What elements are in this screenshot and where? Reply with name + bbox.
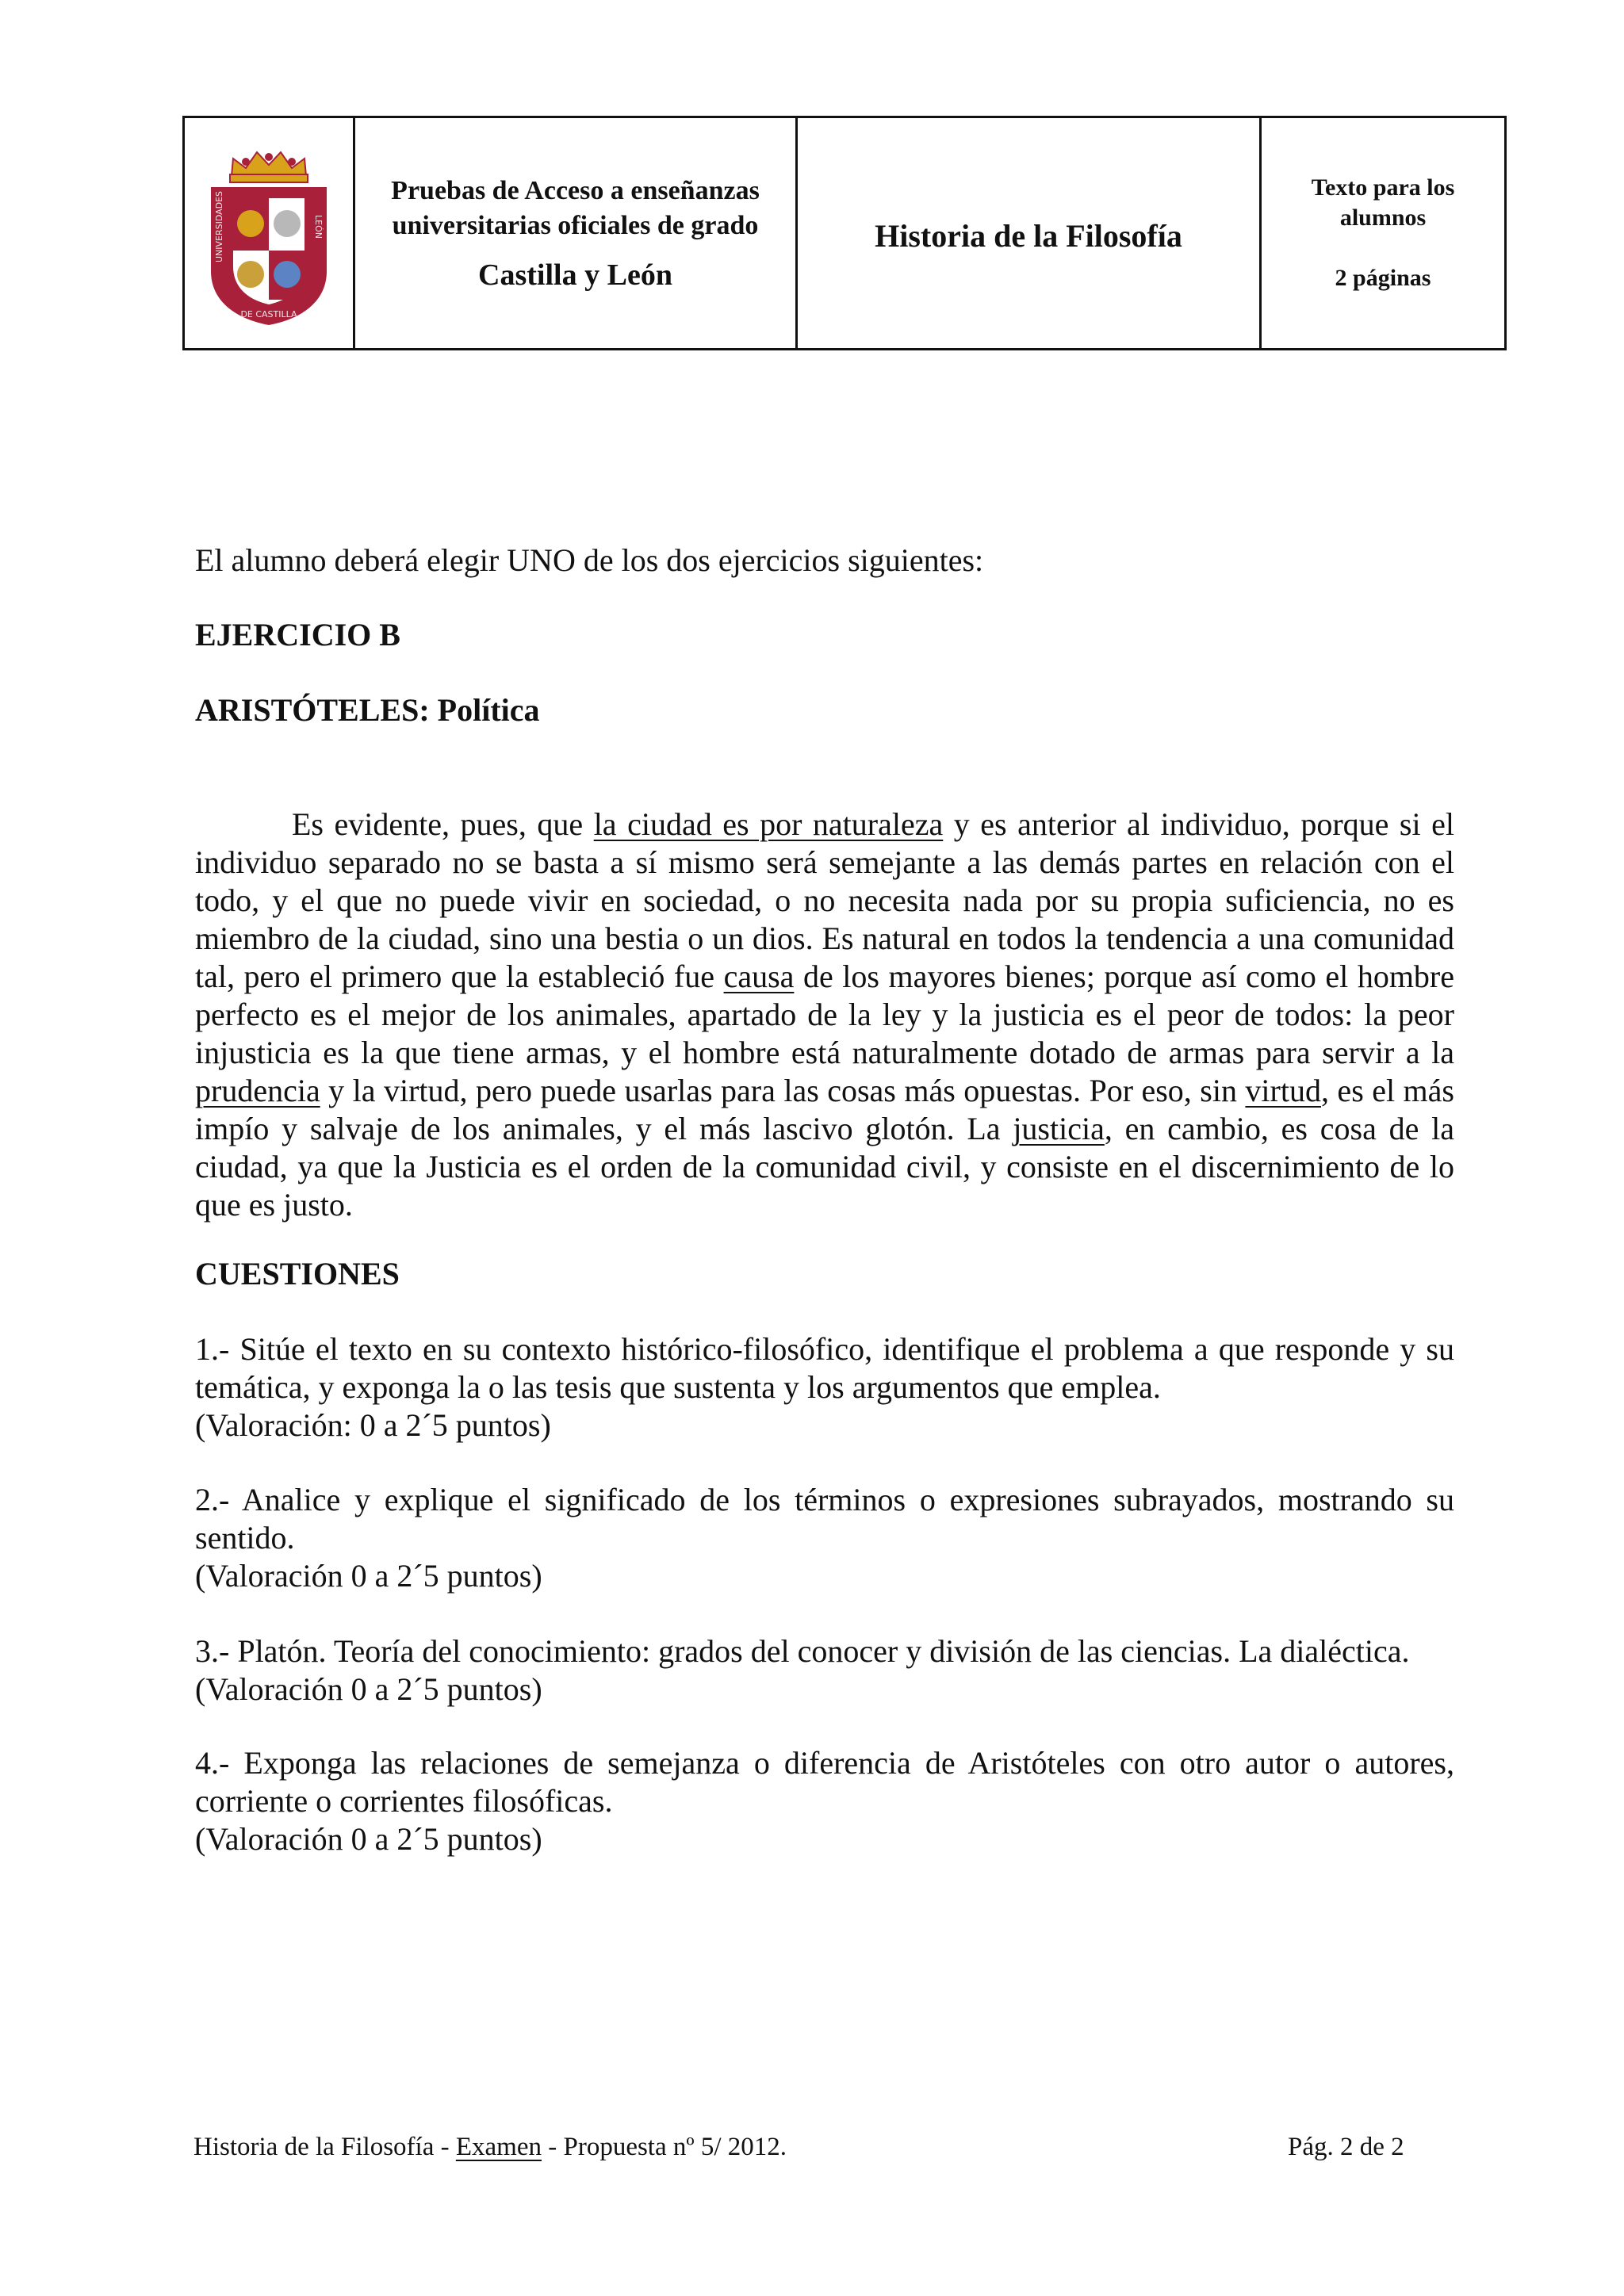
underlined-term-prudencia: prudencia: [195, 1073, 320, 1108]
question-score: (Valoración 0 a 2´5 puntos): [195, 1671, 542, 1707]
audience-cell: [1262, 118, 1504, 348]
text-segment: y la virtud, pero puede usarlas para las cosas más opuestas. Por eso, sin: [320, 1073, 1246, 1108]
audience-line-2: alumnos: [1339, 205, 1427, 231]
subject-title: Historia de la Filosofía: [875, 217, 1182, 254]
question-3: [195, 1632, 1454, 1709]
question-text: 4.- Exponga las relaciones de semejanza o diferencia de Aristóteles con otro autor o autores, corriente o corrientes filosóficas.: [195, 1745, 1454, 1819]
text-segment: y es anterior al individuo, porque si el individuo separado no se basta a sí mismo será semejante a las demás partes en relación con el todo, y el que no puede vivir en sociedad, o no necesita nada por su propia suficiencia, no es miembro de la ciudad, sino una bestia o un dios. Es natural en todos la tendencia a una comunidad tal, pero el primero que la estableció fue: [195, 806, 1454, 994]
text-segment: , en cambio, es cosa de la ciudad, ya que la Justicia es el orden de la comunidad civil, y consiste en el discernimiento de lo que es justo.: [195, 1111, 1454, 1223]
question-1: [195, 1330, 1454, 1445]
author-title: ARISTÓTELES: Política: [195, 692, 540, 728]
questions-title: CUESTIONES: [195, 1256, 400, 1292]
logo-cell: [185, 118, 355, 348]
page-count: 2 páginas: [1335, 265, 1431, 291]
underlined-term-ciudad: la ciudad es por naturaleza: [593, 806, 944, 842]
region-name: Castilla y León: [478, 258, 672, 292]
underlined-term-virtud: virtud: [1245, 1073, 1321, 1108]
question-score: (Valoración: 0 a 2´5 puntos): [195, 1407, 551, 1443]
text-segment: , es el más impío y salvaje de los animales, y el más lascivo glotón. La: [195, 1073, 1454, 1146]
question-score: (Valoración 0 a 2´5 puntos): [195, 1821, 542, 1857]
footer-text: Historia de la Filosofía -: [193, 2133, 456, 2161]
question-text: 1.- Sitúe el texto en su contexto histórico-filosófico, identifique el problema a que responde y su temática, y exponga la o las tesis que sustenta y los argumentos que emplea.: [195, 1331, 1454, 1405]
footer-text: - Propuesta nº 5/ 2012.: [541, 2133, 787, 2161]
question-text: 3.- Platón. Teoría del conocimiento: grados del conocer y división de las ciencias. La dialéctica.: [195, 1633, 1410, 1669]
exercise-title: EJERCICIO B: [195, 617, 400, 652]
audience-line-1: Texto para los: [1311, 174, 1455, 201]
footer-exam-word: Examen: [455, 2133, 542, 2161]
university-crest-logo: [201, 138, 336, 328]
svg-text:DE CASTILLA: DE CASTILLA: [240, 309, 297, 320]
footer-exam-reference: [193, 2133, 787, 2162]
intro-instruction: El alumno deberá elegir UNO de los dos ejercicios siguientes:: [195, 542, 984, 578]
svg-text:UNIVERSIDADES: UNIVERSIDADES: [214, 190, 224, 263]
subject-cell: [798, 118, 1262, 348]
svg-text:LEÓN: LEÓN: [313, 215, 324, 239]
crown-icon: [230, 152, 308, 182]
exam-line-2: universitarias oficiales de grado: [392, 211, 759, 240]
question-text: 2.- Analice y explique el significado de los términos o expresiones subrayados, mostrando su sentido.: [195, 1482, 1454, 1556]
underlined-term-causa: causa: [723, 959, 795, 994]
text-segment: Es evidente, pues, que: [292, 806, 594, 842]
question-4: [195, 1744, 1454, 1858]
underlined-term-justicia: justicia: [1013, 1111, 1105, 1146]
exam-info-cell: [355, 118, 798, 348]
footer-page-number: Pág. 2 de 2: [1288, 2133, 1404, 2161]
exam-line-1: Pruebas de Acceso a enseñanzas: [391, 176, 760, 205]
question-2: [195, 1481, 1454, 1595]
text-segment: de los mayores bienes; porque así como el hombre perfecto es el mejor de los animales, apartado de la ley y la justicia es el peor de todos: la peor injusticia es la que tiene armas, y el hombre está naturalmente dotado de armas para servir a la: [195, 959, 1455, 1070]
header-table: [182, 116, 1507, 350]
philosophy-text-passage: [195, 806, 1454, 1224]
question-score: (Valoración 0 a 2´5 puntos): [195, 1558, 542, 1594]
